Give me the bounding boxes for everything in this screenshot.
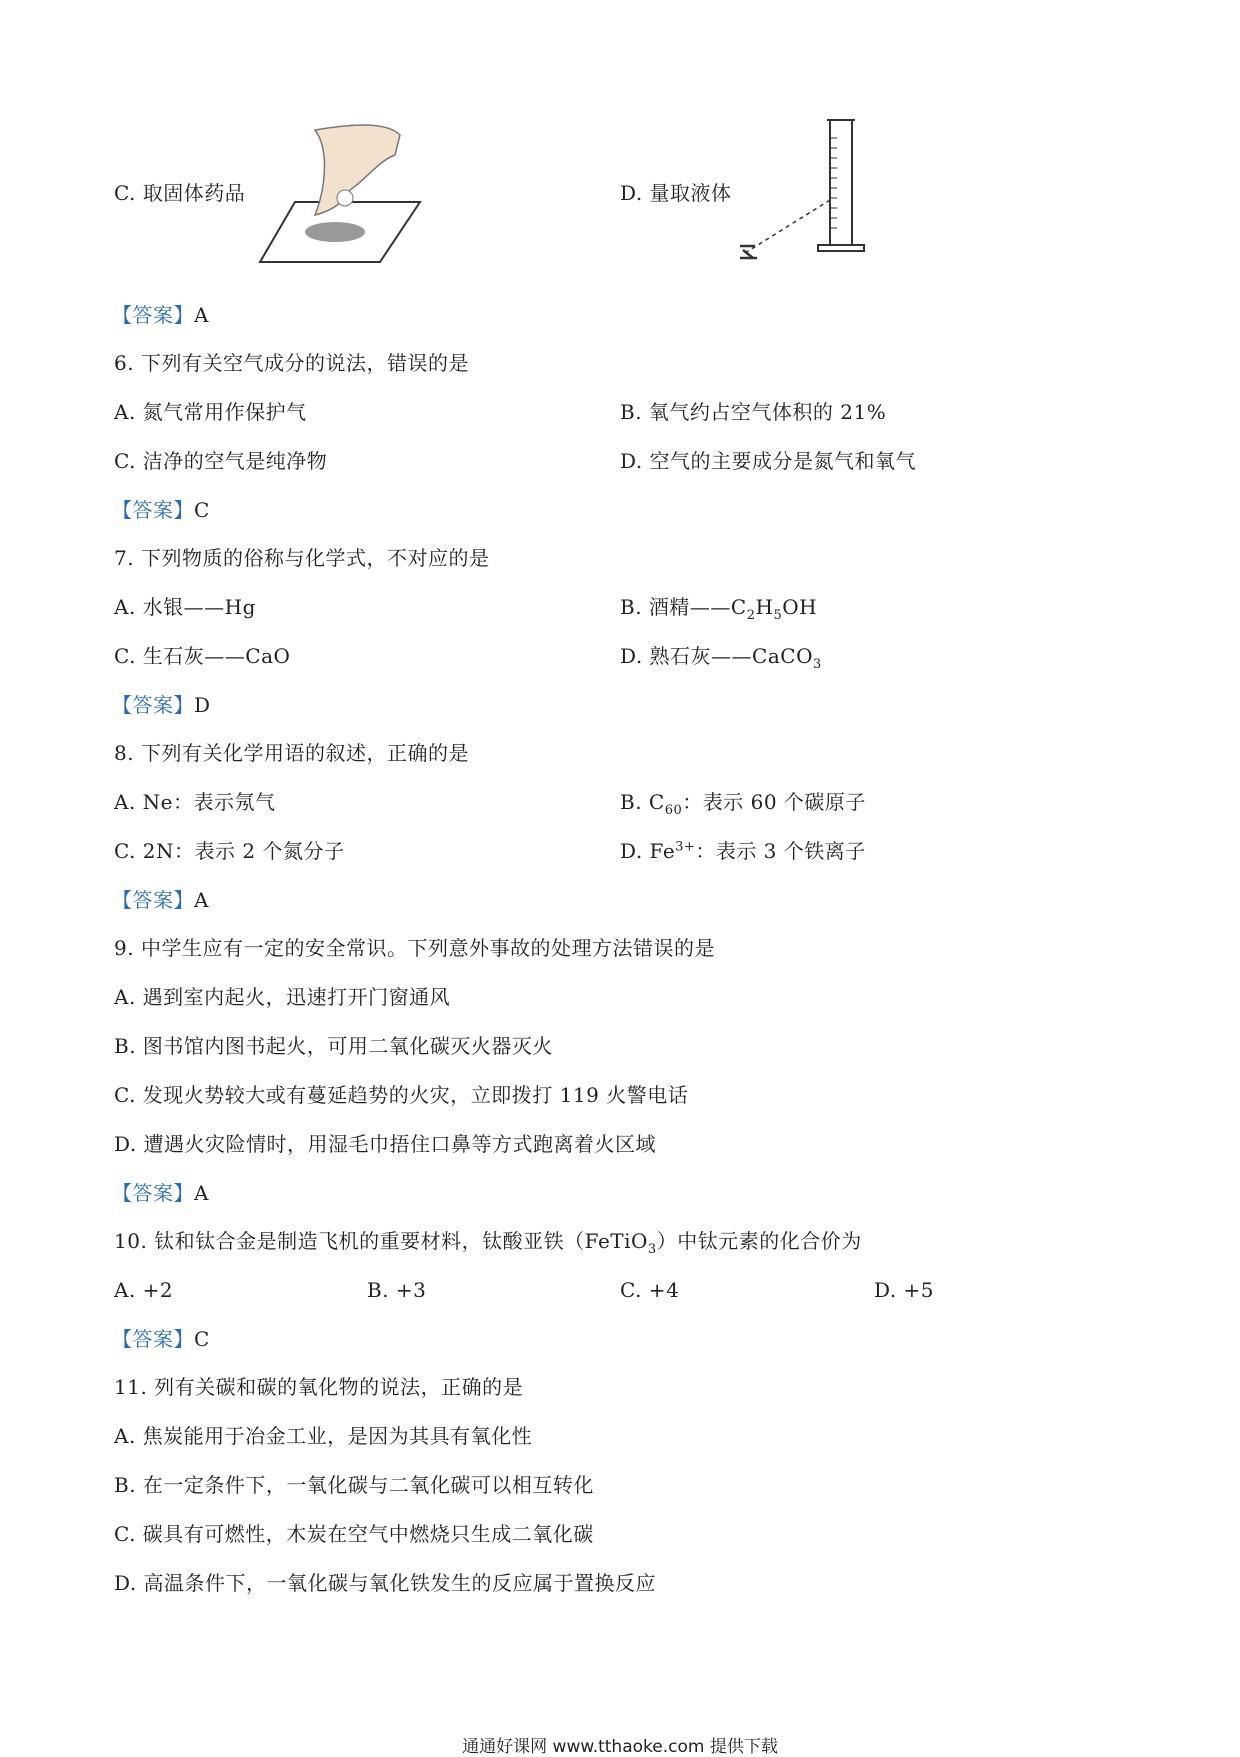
q11-option-d: D. 高温条件下，一氧化碳与氧化铁发生的反应属于置换反应 xyxy=(114,1571,657,1595)
q7-answer xyxy=(112,692,211,718)
formula-part: D. Fe xyxy=(620,839,676,863)
q9-option-c: C. 发现火势较大或有蔓延趋势的火灾，立即拨打 119 火警电话 xyxy=(114,1083,689,1107)
answer-value: A xyxy=(194,303,209,327)
superscript: 3+ xyxy=(675,839,696,855)
q8-stem: 8. 下列有关化学用语的叙述，正确的是 xyxy=(114,741,469,765)
answer-tag: 【答案】 xyxy=(112,693,194,717)
answer-value: A xyxy=(194,1181,209,1205)
answer-value: D xyxy=(194,693,211,717)
q10-answer xyxy=(112,1326,210,1352)
q8-option-d xyxy=(620,838,866,864)
q6-answer xyxy=(112,497,210,523)
q8-option-a: A. Ne：表示氖气 xyxy=(114,790,276,814)
formula-part: B. 酒精——C xyxy=(620,595,747,619)
q10-option-b: B. +3 xyxy=(367,1278,427,1302)
q7-option-b xyxy=(620,594,818,623)
q11-stem: 11. 列有关碳和碳的氧化物的说法，正确的是 xyxy=(114,1375,524,1399)
q5-option-d: D. 量取液体 xyxy=(620,181,732,205)
formula-part: OH xyxy=(782,595,818,619)
q6-option-b: B. 氧气约占空气体积的 21% xyxy=(620,400,887,424)
solid-sampling-illustration xyxy=(255,120,425,265)
q8-answer xyxy=(112,887,209,913)
q11-option-a: A. 焦炭能用于冶金工业，是因为其具有氧化性 xyxy=(114,1424,533,1448)
graduated-cylinder-illustration xyxy=(735,118,885,268)
subscript: 60 xyxy=(664,803,683,818)
q6-option-a: A. 氮气常用作保护气 xyxy=(114,400,307,424)
q8-option-b xyxy=(620,789,866,818)
answer-tag: 【答案】 xyxy=(112,498,194,522)
answer-value: A xyxy=(194,888,209,912)
subscript: 5 xyxy=(773,608,783,623)
subscript: 2 xyxy=(746,608,756,623)
q10-stem xyxy=(114,1228,862,1257)
q6-option-c: C. 洁净的空气是纯净物 xyxy=(114,449,328,473)
q5-option-c: C. 取固体药品 xyxy=(114,181,246,205)
q6-stem: 6. 下列有关空气成分的说法，错误的是 xyxy=(114,351,469,375)
q10-option-a: A. +2 xyxy=(114,1278,174,1302)
q9-stem: 9. 中学生应有一定的安全常识。下列意外事故的处理方法错误的是 xyxy=(114,936,715,960)
answer-value: C xyxy=(194,498,210,522)
q7-option-d xyxy=(620,643,822,672)
answer-tag: 【答案】 xyxy=(112,1181,194,1205)
q8-option-c: C. 2N：表示 2 个氮分子 xyxy=(114,839,345,863)
formula-part: D. 熟石灰——CaCO xyxy=(620,644,813,668)
answer-value: C xyxy=(194,1327,210,1351)
stem-part: ）中钛元素的化合价为 xyxy=(656,1229,862,1253)
formula-part: ：表示 3 个铁离子 xyxy=(695,839,866,863)
q7-option-c: C. 生石灰——CaO xyxy=(114,644,291,668)
q11-option-c: C. 碳具有可燃性，木炭在空气中燃烧只生成二氧化碳 xyxy=(114,1522,594,1546)
q9-answer xyxy=(112,1180,209,1206)
formula-part: B. C xyxy=(620,790,665,814)
q7-option-a: A. 水银——Hg xyxy=(114,595,256,619)
q6-option-d: D. 空气的主要成分是氮气和氧气 xyxy=(620,449,917,473)
answer-tag: 【答案】 xyxy=(112,888,194,912)
subscript: 3 xyxy=(812,657,822,672)
q5-answer xyxy=(112,302,209,328)
q7-stem: 7. 下列物质的俗称与化学式，不对应的是 xyxy=(114,546,490,570)
q9-option-a: A. 遇到室内起火，迅速打开门窗通风 xyxy=(114,985,451,1009)
q9-option-b: B. 图书馆内图书起火，可用二氧化碳灭火器灭火 xyxy=(114,1034,553,1058)
formula-part: H xyxy=(755,595,774,619)
answer-tag: 【答案】 xyxy=(112,1327,194,1351)
q10-option-c: C. +4 xyxy=(620,1278,680,1302)
q11-option-b: B. 在一定条件下，一氧化碳与二氧化碳可以相互转化 xyxy=(114,1473,594,1497)
answer-tag: 【答案】 xyxy=(112,303,194,327)
q9-option-d: D. 遭遇火灾险情时，用湿毛巾捂住口鼻等方式跑离着火区域 xyxy=(114,1132,657,1156)
subscript: 3 xyxy=(647,1242,657,1257)
page-footer: 通通好课网 www.tthaoke.com 提供下载 xyxy=(462,1737,778,1757)
stem-part: 10. 钛和钛合金是制造飞机的重要材料，钛酸亚铁（FeTiO xyxy=(114,1229,648,1253)
formula-part: ：表示 60 个碳原子 xyxy=(682,790,866,814)
q10-option-d: D. +5 xyxy=(874,1278,935,1302)
